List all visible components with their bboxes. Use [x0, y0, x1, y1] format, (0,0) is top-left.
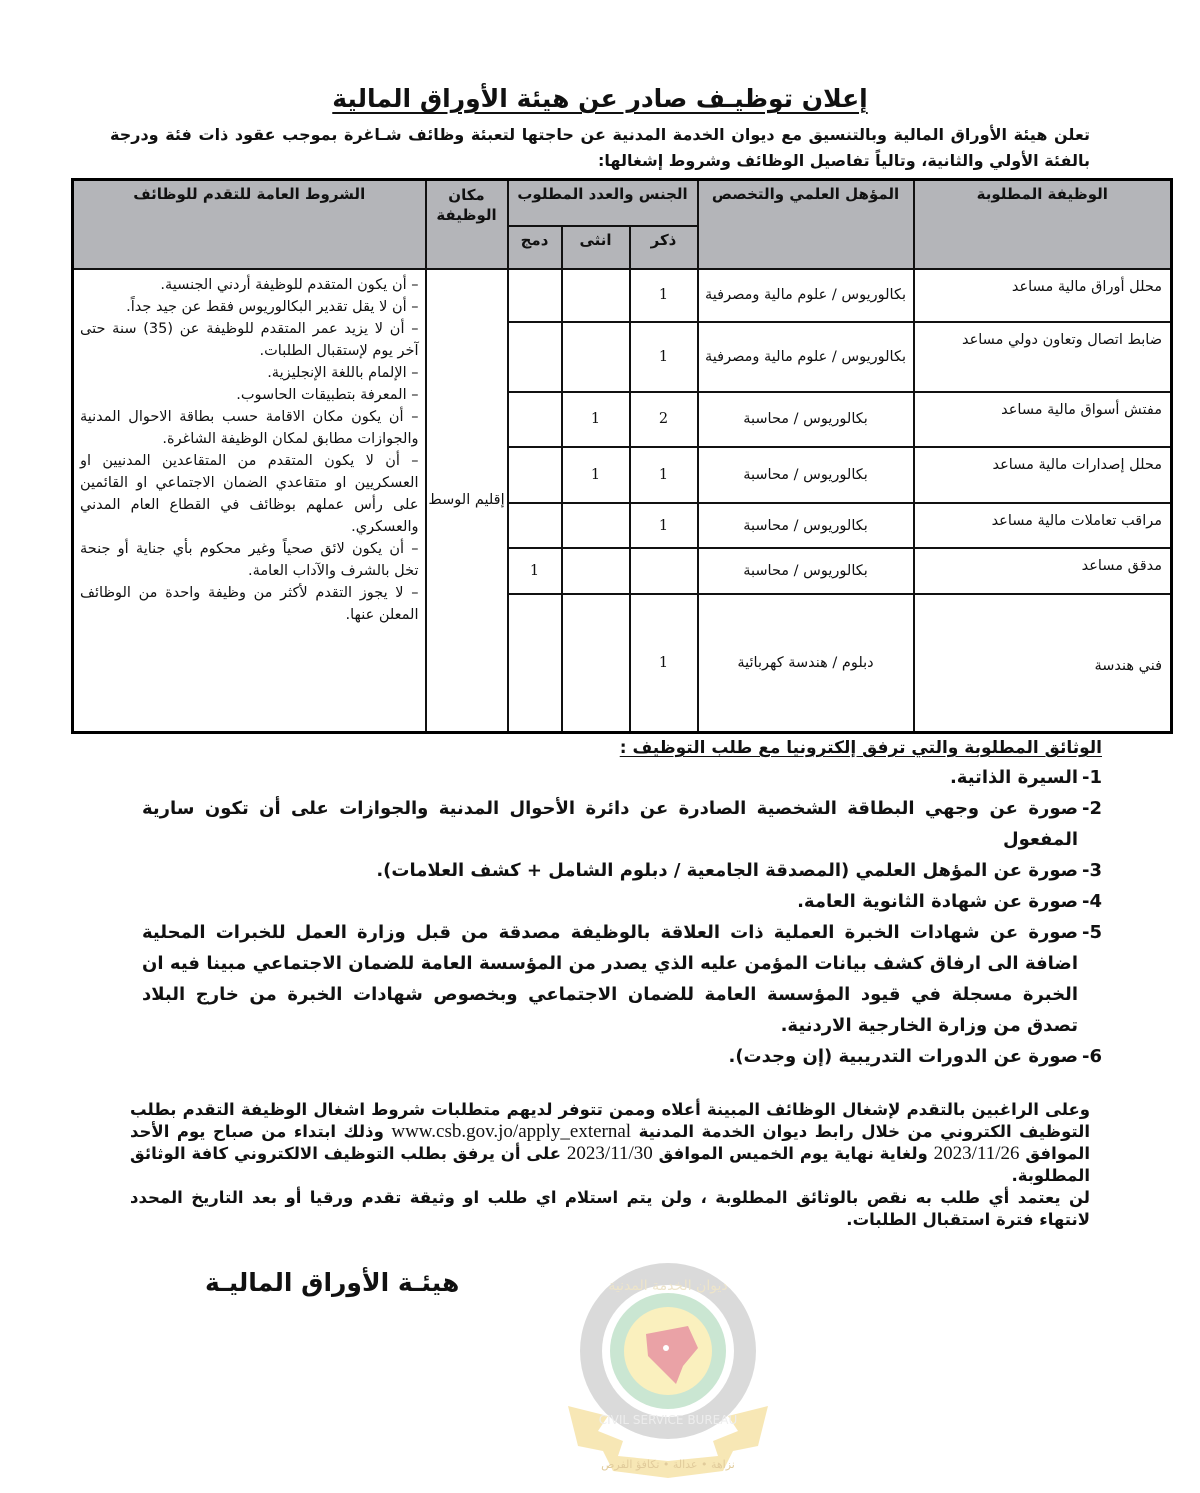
job-qualification: بكالوريوس / محاسبة: [698, 447, 914, 503]
table-row: [73, 269, 1172, 322]
document-item: 4-صورة عن شهادة الثانوية العامة.: [797, 891, 1102, 912]
job-qualification: بكالوريوس / محاسبة: [698, 392, 914, 447]
signature: هيئـة الأوراق الماليـة: [205, 1268, 460, 1297]
condition-item: – أن لا يقل تقدير البكالوريوس فقط عن جيد جداً.: [80, 296, 419, 318]
count-mixed: [508, 503, 562, 548]
job-location: إقليم الوسط: [426, 269, 508, 733]
count-mixed: [508, 322, 562, 392]
document-item: 3-صورة عن المؤهل العلمي (المصدقة الجامعية / دبلوم الشامل + كشف العلامات).: [376, 860, 1102, 881]
count-female: 1: [562, 392, 630, 447]
documents-heading: الوثائق المطلوبة والتي ترفق إلكترونيا مع طلب التوظيف :: [619, 738, 1102, 758]
job-title: ضابط اتصال وتعاون دولي مساعد: [914, 322, 1172, 392]
count-male: [630, 548, 698, 594]
count-mixed: 1: [508, 548, 562, 594]
job-title: محلل أوراق مالية مساعد: [914, 269, 1172, 322]
count-male: 1: [630, 322, 698, 392]
document-item: 6-صورة عن الدورات التدريبية (إن وجدت).: [728, 1046, 1102, 1067]
apply-link[interactable]: www.csb.gov.jo/apply_external: [391, 1121, 632, 1142]
civil-service-bureau-stamp-icon: [548, 1256, 788, 1491]
count-male: 2: [630, 392, 698, 447]
application-instructions: [130, 1099, 1090, 1231]
condition-item: – أن يكون المتقدم للوظيفة أردني الجنسية.: [80, 274, 419, 296]
document-item: 1-السيرة الذاتية.: [949, 767, 1102, 788]
document-item: 5-صورة عن شهادات الخبرة العملية ذات العلاقة بالوظيفة مصدقة من قبل وزارة العمل للخبرات المحلية اضافة الى ارفاق كشف بيانات المؤمن عليه الذي يصدر من المؤسسة العامة للضمان الاجتماعي مبينا فيه ان الخبرة مسجلة في قيود المؤسسة العامة للضمان الاجتماعي وبخصوص شهادات الخبرة من خارج البلاد تصدق من وزارة الخارجية الاردنية.: [142, 922, 1102, 1036]
svg-text:نزاهة • عدالة • تكافؤ الفرص: نزاهة • عدالة • تكافؤ الفرص: [601, 1458, 735, 1471]
job-title: محلل إصدارات مالية مساعد: [914, 447, 1172, 503]
header-gender-count: الجنس والعدد المطلوب: [508, 180, 698, 226]
documents-list: [142, 762, 1102, 1072]
job-qualification: بكالوريوس / علوم مالية ومصرفية: [698, 269, 914, 322]
count-female: 1: [562, 447, 630, 503]
count-mixed: [508, 594, 562, 732]
count-female: [562, 594, 630, 732]
start-date: 2023/11/26: [933, 1143, 1020, 1164]
count-male: 1: [630, 447, 698, 503]
header-female: انثى: [562, 226, 630, 269]
count-mixed: [508, 392, 562, 447]
svg-text:ديوان الخدمة المدنية: ديوان الخدمة المدنية: [608, 1278, 728, 1294]
job-qualification: بكالوريوس / محاسبة: [698, 503, 914, 548]
header-location: مكان الوظيفة: [426, 180, 508, 269]
condition-item: – المعرفة بتطبيقات الحاسوب.: [80, 384, 419, 406]
count-mixed: [508, 447, 562, 503]
count-female: [562, 322, 630, 392]
job-qualification: دبلوم / هندسة كهربائية: [698, 594, 914, 732]
count-female: [562, 269, 630, 322]
header-conditions: الشروط العامة للتقدم للوظائف: [73, 180, 426, 269]
condition-item: – أن يكون لائق صحياً وغير محكوم بأي جناية أو جنحة تخل بالشرف والآداب العامة.: [80, 538, 419, 582]
application-paragraph: وعلى الراغبين بالتقدم لإشغال الوظائف المبينة أعلاه وممن تتوفر لديهم متطلبات شروط اشغال الوظيفة التقدم بطلب التوظيف الكتروني من خلال رابط ديوان الخدمة المدنية www.csb.gov.jo/apply_external وذلك ابتداء من صباح يوم الأحد الموافق 2023/11/26 ولغاية نهاية يوم الخميس الموافق 2023/11/30 على أن يرفق بطلب التوظيف الالكتروني كافة الوثائق المطلوبة.: [130, 1100, 1091, 1185]
intro-paragraph: تعلن هيئة الأوراق المالية وبالتنسيق مع ديوان الخدمة المدنية عن حاجتها لتعبئة وظائف شـاغرة بموجب عقود ذات فئة ودرجة بالفئة الأولي والثانية، وتالياً تفاصيل الوظائف وشروط إشغالها:: [110, 125, 1090, 170]
job-title: فني هندسة: [914, 594, 1172, 732]
job-qualification: بكالوريوس / علوم مالية ومصرفية: [698, 322, 914, 392]
job-qualification: بكالوريوس / محاسبة: [698, 548, 914, 594]
svg-text:CIVIL SERVICE BUREAU: CIVIL SERVICE BUREAU: [598, 1413, 738, 1427]
count-male: 1: [630, 503, 698, 548]
header-male: ذكر: [630, 226, 698, 269]
count-female: [562, 548, 630, 594]
condition-item: – لا يجوز التقدم لأكثر من وظيفة واحدة من الوظائف المعلن عنها.: [80, 582, 419, 626]
header-qualification: المؤهل العلمي والتخصص: [698, 180, 914, 269]
condition-item: – أن لا يكون المتقدم من المتقاعدين المدنيين او العسكريين او متقاعدي الضمان الاجتماعي او القائمين على رأس عملهم بوظائف في القطاع العام المدني والعسكري.: [80, 450, 419, 538]
general-conditions: [73, 269, 426, 733]
document-item: 2-صورة عن وجهي البطاقة الشخصية الصادرة عن دائرة الأحوال المدنية والجوازات على أن تكون سارية المفعول: [142, 798, 1102, 850]
job-title: مراقب تعاملات مالية مساعد: [914, 503, 1172, 548]
jobs-table: [71, 178, 1173, 734]
count-female: [562, 503, 630, 548]
page-title: إعلان توظيـف صادر عن هيئة الأوراق المالية: [332, 84, 868, 113]
count-male: 1: [630, 594, 698, 732]
job-title: مفتش أسواق مالية مساعد: [914, 392, 1172, 447]
count-male: 1: [630, 269, 698, 322]
header-job: الوظيفة المطلوبة: [914, 180, 1172, 269]
condition-item: – الإلمام باللغة الإنجليزية.: [80, 362, 419, 384]
header-mixed: دمج: [508, 226, 562, 269]
job-title: مدقق مساعد: [914, 548, 1172, 594]
end-date: 2023/11/30: [566, 1143, 653, 1164]
rejection-notice: لن يعتمد أي طلب به نقص بالوثائق المطلوبة ، ولن يتم استلام اي طلب او وثيقة تقدم ورقيا أو بعد التاريخ المحدد لانتهاء فترة استقبال الطلبات.: [130, 1188, 1090, 1229]
condition-item: – أن لا يزيد عمر المتقدم للوظيفة عن (35) سنة حتى آخر يوم لإستقبال الطلبات.: [80, 318, 419, 362]
condition-item: – أن يكون مكان الاقامة حسب بطاقة الاحوال المدنية والجوازات مطابق لمكان الوظيفة الشاغرة.: [80, 406, 419, 450]
count-mixed: [508, 269, 562, 322]
